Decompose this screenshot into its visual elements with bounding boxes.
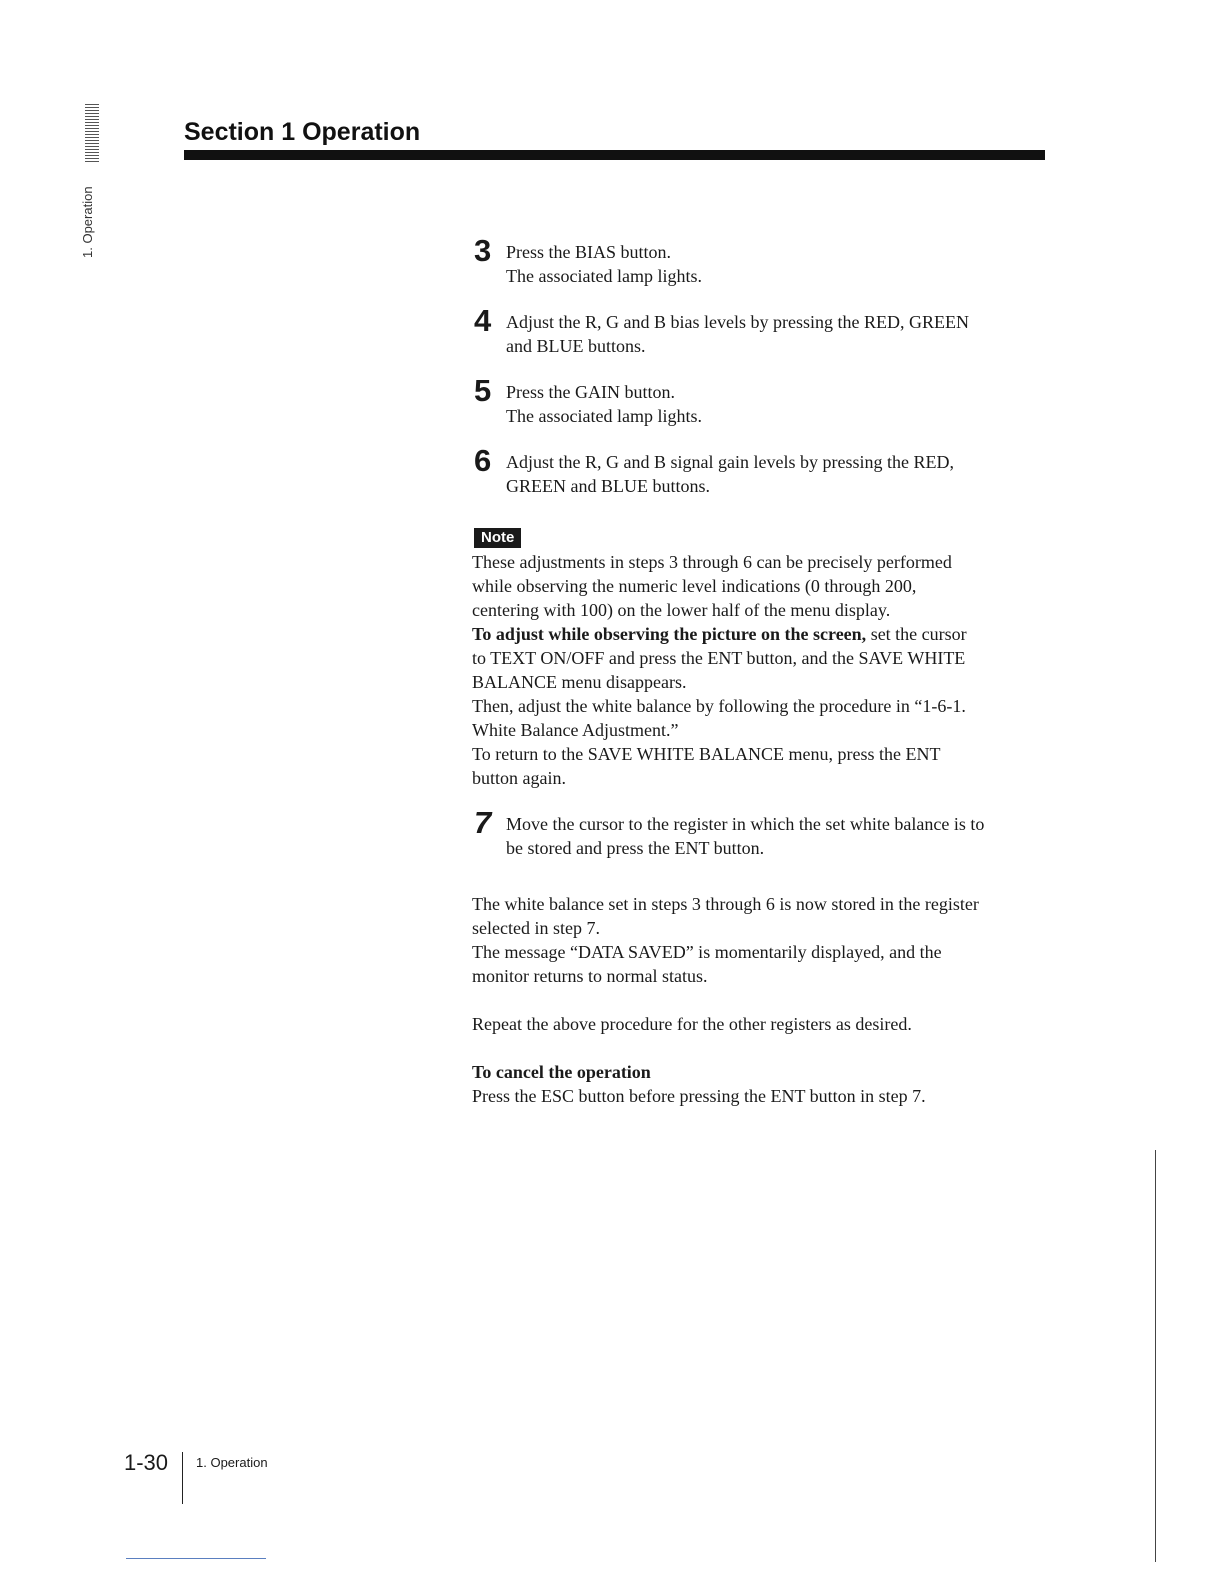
section-title: Section 1 Operation — [184, 118, 421, 146]
result-line: selected in step 7. — [472, 918, 600, 938]
step-text: and BLUE buttons. — [506, 336, 646, 356]
repeat-line: Repeat the above procedure for the other registers as desired. — [472, 1014, 912, 1034]
note-line: Then, adjust the white balance by following the procedure in “1-6-1. — [472, 696, 966, 716]
result-line: The white balance set in steps 3 through 6 is now stored in the register — [472, 894, 979, 914]
note-line: centering with 100) on the lower half of the menu display. — [472, 600, 891, 620]
result-paragraph — [472, 892, 1042, 988]
note-emphasis: To adjust while observing the picture on the screen, — [472, 624, 867, 644]
step-text: be stored and press the ENT button. — [506, 838, 765, 858]
step-number: 5 — [474, 373, 492, 408]
step-number: 3 — [474, 233, 492, 268]
step-text: The associated lamp lights. — [506, 406, 702, 426]
side-tab — [80, 178, 104, 258]
note-badge: Note — [474, 528, 521, 548]
section-rule — [184, 150, 1045, 160]
cancel-section — [472, 1060, 1042, 1108]
step-number: 7 — [474, 805, 492, 840]
step-3 — [472, 233, 1042, 288]
footer-divider — [182, 1452, 183, 1504]
result-line: monitor returns to normal status. — [472, 966, 708, 986]
step-text: Press the BIAS button. — [506, 242, 672, 262]
footer-label: 1. Operation — [196, 1455, 268, 1470]
step-4 — [472, 303, 1042, 358]
side-tab-label: 1. Operation — [80, 186, 95, 258]
repeat-paragraph — [472, 1012, 1042, 1036]
note-line: These adjustments in steps 3 through 6 can be precisely performed — [472, 552, 952, 572]
result-line: The message “DATA SAVED” is momentarily displayed, and the — [472, 942, 942, 962]
bottom-rule — [126, 1558, 266, 1559]
step-text: Adjust the R, G and B signal gain levels by pressing the RED, — [506, 452, 954, 472]
note-line-rest: set the cursor — [866, 624, 967, 644]
step-text: The associated lamp lights. — [506, 266, 702, 286]
note-line: White Balance Adjustment.” — [472, 720, 679, 740]
step-text: Move the cursor to the register in which the set white balance is to — [506, 814, 985, 834]
note-line: button again. — [472, 768, 566, 788]
step-7 — [472, 805, 1042, 860]
thumb-index-marks — [85, 104, 99, 164]
note-line — [472, 622, 1042, 646]
note-block — [472, 520, 1042, 790]
step-text: GREEN and BLUE buttons. — [506, 476, 710, 496]
scan-edge-line — [1155, 1150, 1156, 1562]
page-number: 1-30 — [124, 1450, 169, 1475]
step-number: 4 — [474, 303, 492, 338]
step-6 — [472, 443, 1042, 498]
note-line: To return to the SAVE WHITE BALANCE menu, press the ENT — [472, 744, 941, 764]
cancel-text: Press the ESC button before pressing the ENT button in step 7. — [472, 1086, 926, 1106]
main-content — [472, 233, 1042, 1132]
note-line: to TEXT ON/OFF and press the ENT button, and the SAVE WHITE — [472, 648, 966, 668]
cancel-heading: To cancel the operation — [472, 1062, 651, 1082]
note-line: BALANCE menu disappears. — [472, 672, 687, 692]
step-number: 6 — [474, 443, 492, 478]
step-5 — [472, 373, 1042, 428]
step-text: Adjust the R, G and B bias levels by pressing the RED, GREEN — [506, 312, 969, 332]
note-line: while observing the numeric level indications (0 through 200, — [472, 576, 917, 596]
step-text: Press the GAIN button. — [506, 382, 675, 402]
